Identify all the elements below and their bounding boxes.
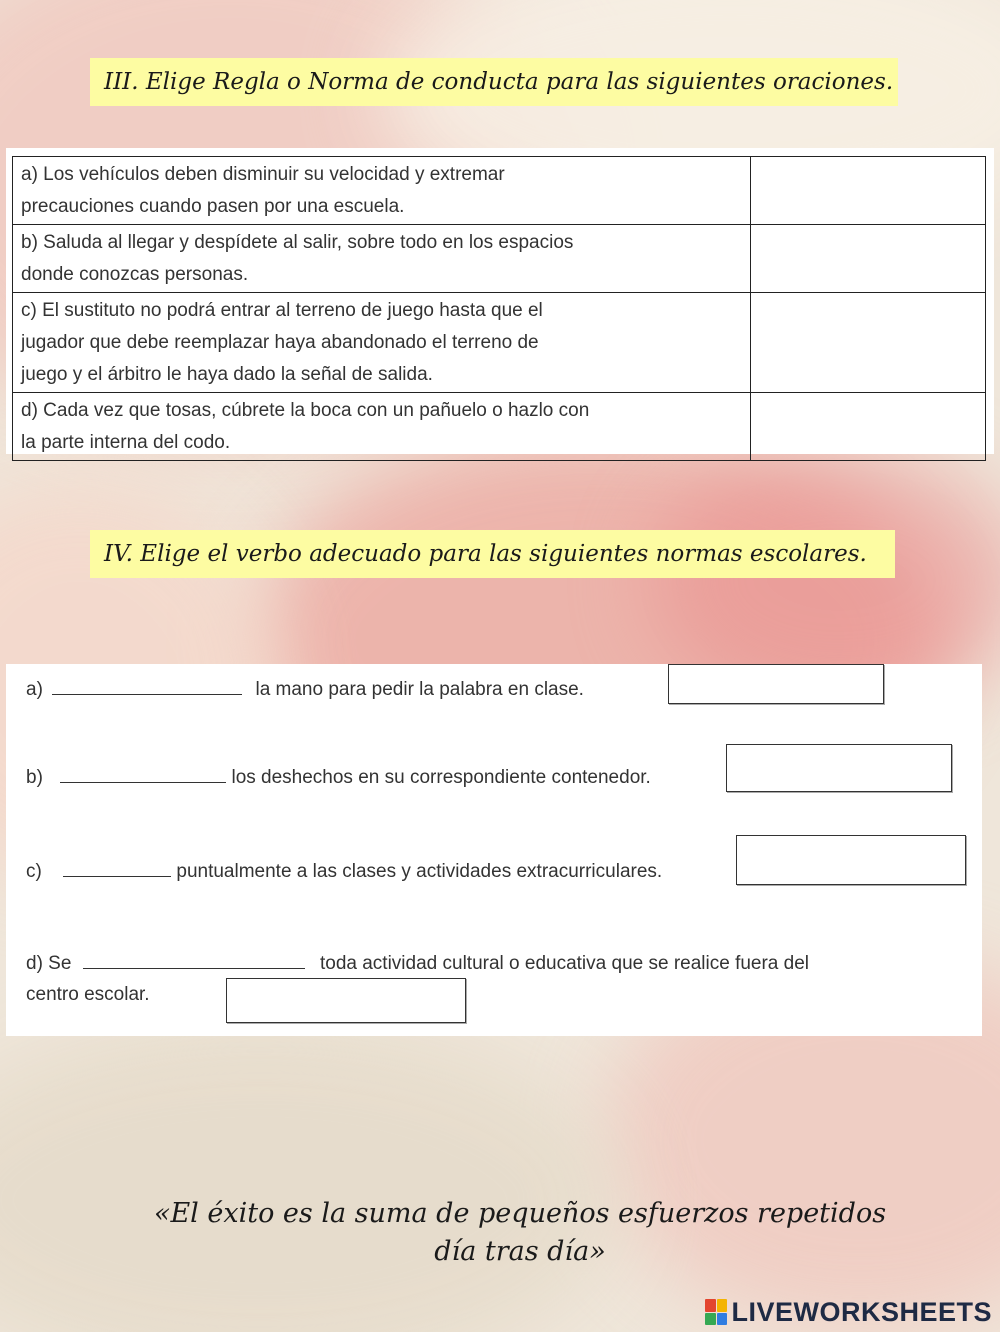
statement-line: la parte interna del codo.: [21, 432, 231, 453]
answer-input-a[interactable]: [751, 161, 985, 184]
fill-blank: [63, 858, 171, 877]
item-prefix: d) Se: [26, 953, 72, 974]
item-text: toda actividad cultural o educativa que se realice fuera del: [319, 953, 810, 974]
answer-box-c[interactable]: [736, 835, 966, 885]
section-3-title: III. Elige Regla o Norma de conducta para las siguientes oraciones.: [90, 58, 898, 106]
statement-cell: [13, 293, 751, 393]
list-item: [26, 676, 584, 701]
item-text: los deshechos en su correspondiente contenedor.: [231, 767, 651, 788]
table-row: [13, 393, 986, 461]
answer-input-b[interactable]: [751, 229, 985, 252]
item-text: la mano para pedir la palabra en clase.: [255, 679, 584, 700]
answer-input[interactable]: [227, 979, 465, 1022]
answer-input[interactable]: [737, 836, 965, 884]
table-row: [13, 225, 986, 293]
statement-line: precauciones cuando pasen por una escuela.: [21, 196, 405, 217]
item-prefix: c): [26, 861, 42, 882]
item-text: puntualmente a las clases y actividades extracurriculares.: [176, 861, 663, 882]
statement-line: juego y el árbitro le haya dado la señal de salida.: [21, 364, 433, 385]
answer-box-d[interactable]: [226, 978, 466, 1023]
table-row: [13, 293, 986, 393]
answer-input-d[interactable]: [751, 397, 985, 420]
answer-box-a[interactable]: [668, 664, 884, 704]
item-prefix: a): [26, 679, 43, 700]
list-item: [26, 764, 651, 789]
answer-cell[interactable]: [751, 393, 986, 461]
statement-cell: [13, 225, 751, 293]
fill-blank: [52, 676, 242, 695]
logo-text: LIVEWORKSHEETS: [731, 1296, 992, 1327]
statement-line: d) Cada vez que tosas, cúbrete la boca con un pañuelo o hazlo con: [21, 400, 590, 421]
answer-input-c[interactable]: [751, 297, 985, 320]
table-row: [13, 157, 986, 225]
section-4-title: IV. Elige el verbo adecuado para las siguientes normas escolares.: [90, 530, 895, 578]
statement-cell: [13, 393, 751, 461]
answer-cell[interactable]: [751, 293, 986, 393]
statement-line: donde conozcas personas.: [21, 264, 249, 285]
answer-input[interactable]: [669, 665, 883, 703]
list-item: [26, 950, 809, 975]
item-prefix: b): [26, 767, 43, 788]
motivational-quote: [120, 1195, 920, 1271]
liveworksheets-logo: [705, 1296, 992, 1328]
statement-line: c) El sustituto no podrá entrar al terreno de juego hasta que el: [21, 300, 543, 321]
item-continuation: centro escolar.: [26, 984, 150, 1005]
answer-cell[interactable]: [751, 157, 986, 225]
rules-table: [12, 156, 986, 461]
answer-box-b[interactable]: [726, 744, 952, 792]
fill-blank: [83, 950, 305, 969]
quote-line: «El éxito es la suma de pequeños esfuerzos repetidos: [153, 1198, 887, 1229]
fill-blank: [60, 764, 226, 783]
logo-icon: [705, 1299, 727, 1325]
rules-table-panel: [6, 148, 994, 454]
quote-line: día tras día»: [434, 1236, 606, 1267]
list-item: [26, 858, 662, 883]
answer-cell[interactable]: [751, 225, 986, 293]
statement-line: jugador que debe reemplazar haya abandonado el terreno de: [21, 332, 539, 353]
statement-cell: [13, 157, 751, 225]
statement-line: b) Saluda al llegar y despídete al salir, sobre todo en los espacios: [21, 232, 574, 253]
statement-line: a) Los vehículos deben disminuir su velocidad y extremar: [21, 164, 505, 185]
verbs-panel: [6, 664, 982, 1036]
answer-input[interactable]: [727, 745, 951, 791]
